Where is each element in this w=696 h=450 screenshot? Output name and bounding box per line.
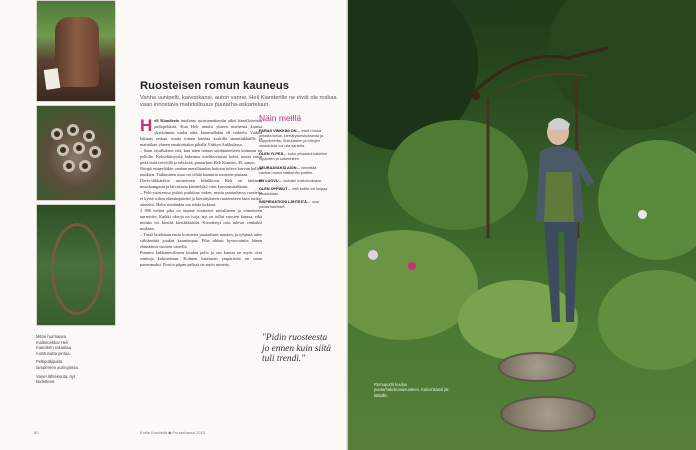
caption-line: tampereen auringossa.	[36, 364, 79, 370]
pipe-end	[89, 146, 101, 158]
caption-line: ruostunutta pintaa.	[36, 350, 71, 356]
lead-name: eli Kianderin	[154, 118, 180, 123]
flower-bed	[598, 270, 696, 370]
well-lid	[498, 352, 576, 382]
milk-can	[55, 17, 99, 87]
article-title: Ruosteisen romun kauneus	[140, 80, 290, 92]
milk-can-photo	[36, 0, 116, 102]
sidebar-item	[259, 179, 329, 184]
sidebar-item	[259, 187, 329, 197]
sidebar-key: INSPIRAATIONI LÄHTEITÄ…	[259, 200, 311, 205]
sidebar-title: Näin meillä	[259, 113, 302, 123]
body-paragraph	[140, 118, 262, 148]
page-number: 80	[34, 430, 39, 435]
pull-quote: "Pidin ruosteesta jo ennen kuin siitä tuli trendi."	[262, 333, 331, 364]
body-paragraph: 2 900 neliön piha on täynnä ruosteiset metalliseen ja viimeiseen uurreisiin. Kaikki oksoja on isoja, nyt on tullut vuosien kanssa, eikä mitään voi kiertää kiertäkkäisiin. Kierrätetyt osin tulevat vanhaksi mukaan.	[140, 208, 262, 231]
body-paragraph: Niinpä esineeltäkin vanhan metallitaulun hoitoon tuleva kasvun hollyn mutkien. Tutkiminen osaa voi tehdä kaunniin ruosteen pintaan.	[140, 166, 262, 177]
caption-line: Kianderin rakastaa	[36, 345, 71, 351]
sidebar-key: PARAS VINKKINI ON…	[259, 129, 301, 133]
body-paragraph: – Pelti-ruosteessa pitäisi purkittaa veden, mutta puutarhassa ruosteita ei kyetä siihen elämänpäiviin ja kierrätykseen ruoteenseen kuin ruoka-aineeksi. Helin itseäänkin saa tehdä kukissa.	[140, 190, 262, 207]
wheel-rim-photo	[36, 204, 116, 326]
flower	[408, 262, 416, 270]
sidebar-value: koko pihastani kaikkine rojuineen ja kasveineen.	[259, 152, 328, 162]
article-lead: Vanha uunipelti, kaivonkansi, auton vanne. Heli Kianderille ne eivät ole roskaa vaan innostava mahdollisuus puutarha-askarteluun.	[140, 95, 337, 109]
gardener-figure	[528, 112, 600, 332]
sidebar-value: kiinnittää vanhan auton rattikehän porttiin.	[259, 165, 317, 175]
sidebar-value: ovat puutarhalehdet.	[259, 200, 319, 210]
flower	[368, 250, 378, 260]
caption-line: maitotonkka! Heli	[36, 339, 69, 345]
pipes-photo	[36, 105, 116, 201]
body-paragraph: Pieneen kukkaneveliseen kuuluu pelto ja sen kanssa ne myös ovat vanhoja kalusteitaan. Kolmen kauttasen ympäristöä on saatu paremmaksi. Porttia piipan pelissä on myös nimetty.	[140, 250, 262, 267]
sidebar-key: SEURAAVAKSI AION…	[259, 165, 301, 170]
sidebar-value: etsiä romua omasta kotoa, kierrätyskeskuksesta ja kirpputoreilta. Sukulaisten ja tuttujen varastoista voi olla aarteita.	[259, 129, 324, 149]
sidebar-item	[259, 152, 329, 162]
sidebar-key: OLEN YLPEÄ…	[259, 152, 287, 157]
sidebar-item	[259, 129, 329, 149]
pipe-end	[73, 142, 85, 154]
pipe-end	[51, 128, 63, 140]
sidebar-item	[259, 200, 329, 210]
drop-cap: H	[140, 118, 153, 135]
garden-photo	[348, 0, 696, 450]
body-paragraph: – Tässä hoidetaan ensin koristeita puutarhaan muuten, ja tyhjästä tulee välttämättä jotakin kauniimpaa. Piha uhkuu hyvinvointia hänen elämäänsä vuosien varrella.	[140, 232, 262, 249]
photo-caption: Romuportit kuuluu puutarhakokonaisuuteen. Kaivonkansi jäi lattialle.	[374, 382, 449, 398]
pipe-end	[79, 160, 91, 172]
caption-line: Vanet lähtekouta, nyt	[36, 373, 76, 379]
sidebar-key: OLEN OPPINUT…	[259, 186, 292, 191]
sidebar-value: isoisäni maitotonkasta.	[282, 178, 322, 183]
sidebar-box	[259, 113, 329, 213]
pipe-end	[83, 130, 95, 142]
caption-line: taidetteos.	[36, 379, 56, 385]
body-paragraph: – Saan oivalluksen että, kun näen romun unohtuneeseen kulmaan tai pellolle. Kekseliäisyyttä hakeutuu mielikuvitusta kohti, mutta ensin pitää etsiä teeveillä ja tehtävää, puutarhuri Heli Kiander, 45, sanoo.	[140, 148, 262, 165]
photo-caption	[36, 334, 116, 388]
body-text: intohimo ruostumattomiin aikoi hänelloiseissa pallopeltäsiä. Kun Heli muutti yhteen miehensä kanssa yksiköinnin vanha aitta, kummallakin oli vaihtelu. Vaikkä lattiaan raskaa, mutta toinen kaenaa koskilla sinnertäkkaille ja maiseikan yhteen omakotitalon pihalla Vääkyn Ankkulassa.	[140, 118, 262, 147]
body-paragraph: Davis-tiikkatalon ruosteiseen kehikkoon Heli on taittanut mutalaungasta ja laivistavat käsittelykö värit kasvusmitalikuin.	[140, 178, 262, 189]
shrub	[598, 140, 696, 260]
caption-line: Mitori hurmaava	[36, 334, 67, 339]
article-body	[140, 118, 262, 428]
pipe-end	[67, 124, 79, 136]
pipe-end	[63, 160, 75, 172]
well-lid	[500, 396, 596, 432]
pipe-end	[57, 144, 69, 156]
sidebar-value: että kaikki voi kelpaa puutarhaan.	[259, 186, 328, 196]
footer-credit: Kotiin Kuudettä ◆ Puutarhassa 2013	[140, 430, 205, 435]
sidebar-item	[259, 166, 329, 176]
caption-line: Peltiputkipaita	[36, 359, 63, 365]
wheel-rim	[51, 223, 103, 315]
sidebar-key: EN LUOVU…	[259, 178, 283, 183]
tag	[44, 68, 61, 90]
flower	[638, 210, 647, 219]
